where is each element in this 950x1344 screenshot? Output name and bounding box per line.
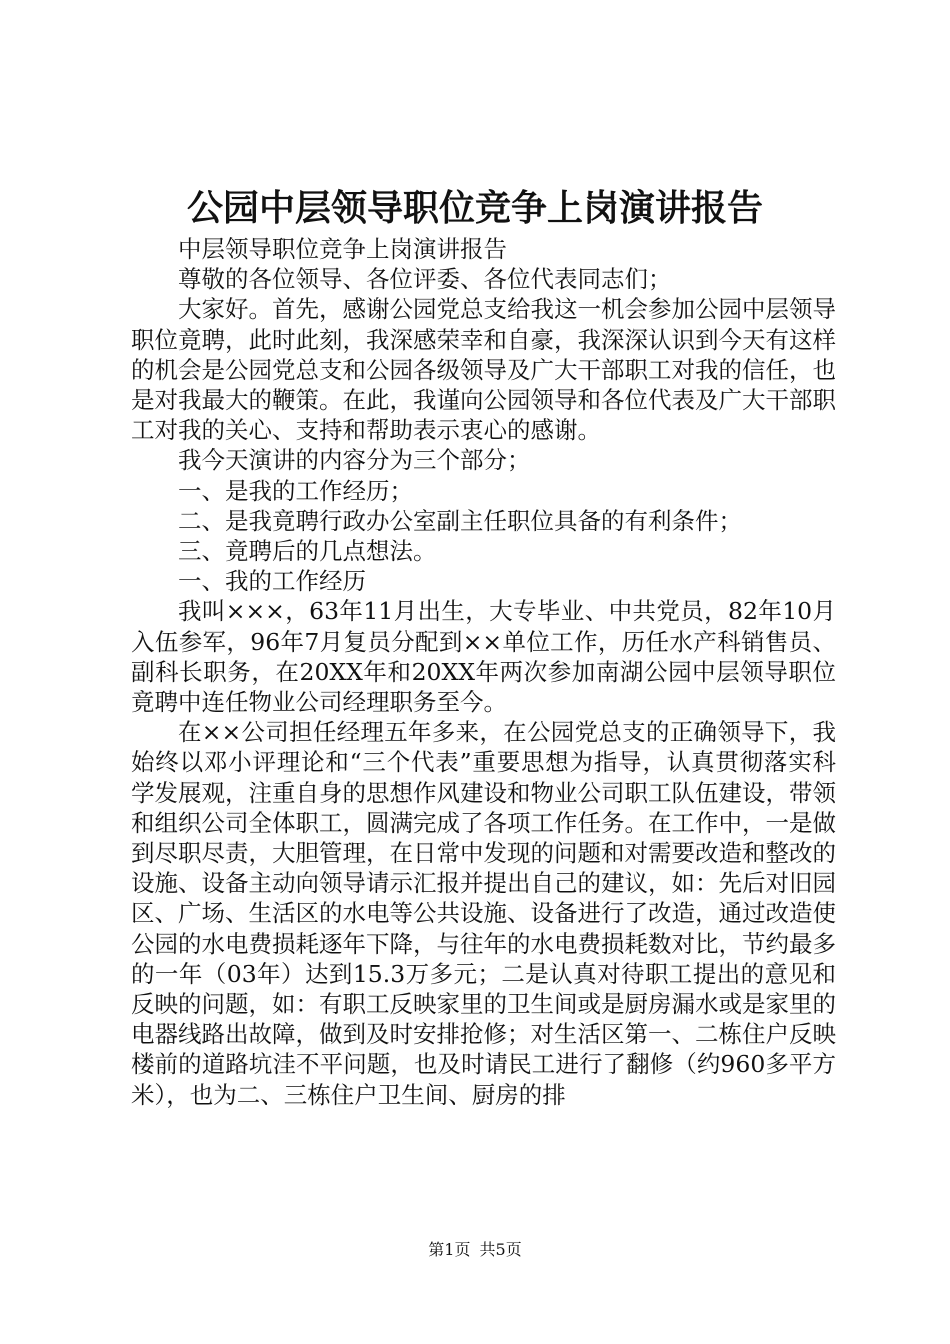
paragraph-greeting: 大家好。首先，感谢公园党总支给我这一机会参加公园中层领导职位竟聘，此时此刻，我深感荣幸和自豪，我深深认识到今天有这样的机会是公园党总支和公园各级领导及广大干部职工对我的信任，也是对我最大的鞭策。在此，我谨向公园领导和各位代表及广大干部职工对我的关心、支持和帮助表示衷心的感谢。 <box>131 295 836 445</box>
section-heading: 一、我的工作经历 <box>178 567 366 596</box>
paragraph-outline-item: 三、竟聘后的几点想法。 <box>178 537 437 566</box>
paragraph-salutation: 尊敬的各位领导、各位评委、各位代表同志们； <box>178 265 672 294</box>
document-title: 公园中层领导职位竞争上岗演讲报告 <box>186 187 763 229</box>
paragraph-subtitle: 中层领导职位竞争上岗演讲报告 <box>178 235 507 263</box>
document-body <box>131 234 836 1110</box>
paragraph-biography: 我叫×××，63年11月出生，大专毕业、中共党员，82年10月入伍参军，96年7月复员分配到××单位工作，历任水产科销售员、副科长职务，在20XX年和20XX年两次参加南湖公园中层领导职位竟聘中连任物业公司经理职务至今。 <box>131 597 836 717</box>
page-total: 共5页 <box>479 1240 522 1259</box>
page-footer <box>0 1239 950 1261</box>
paragraph-outline-item: 一、是我的工作经历； <box>178 476 413 505</box>
page-number: 第1页 <box>428 1240 471 1259</box>
paragraph-outline-intro: 我今天演讲的内容分为三个部分； <box>178 446 531 475</box>
paragraph-work-achievements: 在××公司担任经理五年多来，在公园党总支的正确领导下，我始终以邓小评理论和“三个代表”重要思想为指导，认真贯彻落实科学发展观，注重自身的思想作风建设和物业公司职工队伍建设，带领和组织公司全体职工，圆满完成了各项工作任务。在工作中，一是做到尽职尽责，大胆管理，在日常中发现的问题和对需要改造和整改的设施、设备主动向领导请示汇报并提出自己的建议，如：先后对旧园区、广场、生活区的水电等公共设施、设备进行了改造，通过改造使公园的水电费损耗逐年下降，与往年的水电费损耗数对比，节约最多的一年（03年）达到15.3万多元；二是认真对待职工提出的意见和反映的问题，如：有职工反映家里的卫生间或是厨房漏水或是家里的电器线路出故障，做到及时安排抢修；对生活区第一、二栋住户反映楼前的道路坑洼不平问题，也及时请民工进行了翻修（约960多平方米），也为二、三栋住户卫生间、厨房的排 <box>131 718 836 1109</box>
paragraph-outline-item: 二、是我竟聘行政办公室副主任职位具备的有利条件； <box>178 506 742 535</box>
